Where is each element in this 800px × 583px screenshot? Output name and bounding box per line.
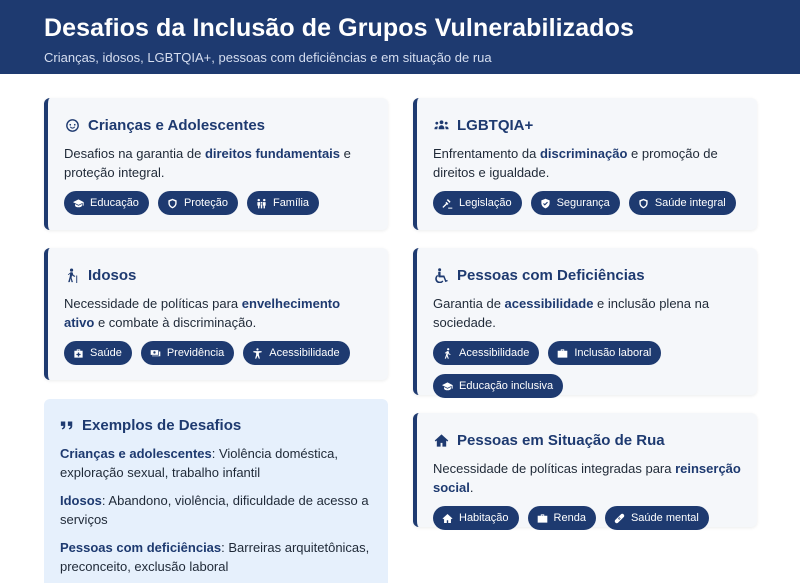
medkit-icon bbox=[73, 348, 84, 359]
wheelchair-icon bbox=[433, 267, 449, 283]
card-title-row bbox=[433, 265, 741, 285]
desc-text: Necessidade de políticas para bbox=[64, 296, 242, 311]
card-lgbt bbox=[413, 98, 757, 230]
tag-label: Educação inclusiva bbox=[459, 380, 554, 392]
example-label: Pessoas com deficiências bbox=[60, 540, 222, 555]
tag-label: Saúde integral bbox=[654, 197, 726, 209]
card-homeless bbox=[413, 413, 757, 527]
page-header bbox=[0, 0, 800, 74]
example-text: : Barreiras arquitetônicas, preconceito, exclusão laboral bbox=[60, 540, 370, 574]
tag-legislacao[interactable] bbox=[433, 191, 522, 215]
tag-saude-integral[interactable] bbox=[629, 191, 736, 215]
desc-highlight: envelhecimento ativo bbox=[64, 296, 341, 330]
tag-list bbox=[64, 341, 372, 365]
tag-habitacao[interactable] bbox=[433, 506, 519, 530]
card-disabilities bbox=[413, 248, 757, 395]
graduation-cap-icon bbox=[73, 198, 84, 209]
card-elderly bbox=[44, 248, 388, 380]
example-item bbox=[60, 444, 372, 482]
tag-label: Acessibilidade bbox=[459, 347, 530, 359]
example-text: : Abandono, violência, dificuldade de acesso a serviços bbox=[60, 493, 369, 527]
desc-text: e promoção de direitos e igualdade. bbox=[433, 146, 718, 180]
card-title-row bbox=[64, 115, 372, 135]
tag-label: Educação bbox=[90, 197, 139, 209]
money-icon bbox=[150, 348, 161, 359]
tag-list bbox=[64, 191, 372, 215]
tag-label: Saúde mental bbox=[630, 512, 699, 524]
desc-highlight: discriminação bbox=[539, 146, 628, 161]
desc-highlight: direitos fundamentais bbox=[204, 146, 341, 161]
tag-list bbox=[433, 506, 741, 530]
card-title-row bbox=[433, 115, 741, 135]
people-group-icon bbox=[433, 117, 449, 133]
tag-label: Previdência bbox=[166, 347, 225, 359]
tag-label: Proteção bbox=[183, 197, 228, 209]
page-subtitle: Crianças, idosos, LGBTQIA+, pessoas com deficiências e em situação de rua bbox=[44, 50, 492, 65]
accessibility-icon bbox=[252, 348, 263, 359]
desc-text: Desafios na garantia de bbox=[64, 146, 205, 161]
walking-person-icon bbox=[442, 348, 453, 359]
tag-label: Habitação bbox=[459, 512, 509, 524]
example-item bbox=[60, 538, 372, 576]
tag-label: Família bbox=[272, 197, 310, 209]
tag-familia[interactable] bbox=[247, 191, 319, 215]
family-icon bbox=[256, 198, 267, 209]
desc-text: . bbox=[469, 480, 474, 495]
tag-renda[interactable] bbox=[528, 506, 596, 530]
tag-protecao[interactable] bbox=[158, 191, 238, 215]
desc-text: e proteção integral. bbox=[64, 146, 351, 180]
card-title: Crianças e Adolescentes bbox=[88, 116, 266, 134]
tag-label: Acessibilidade bbox=[269, 347, 340, 359]
card-title: LGBTQIA+ bbox=[457, 116, 534, 134]
tag-label: Inclusão laboral bbox=[574, 347, 652, 359]
desc-text: Necessidade de políticas integradas para bbox=[433, 461, 676, 476]
card-title-row bbox=[433, 430, 741, 450]
tag-previdencia[interactable] bbox=[141, 341, 234, 365]
card-children bbox=[44, 98, 388, 230]
shield-icon bbox=[167, 198, 178, 209]
tag-label: Saúde bbox=[90, 347, 122, 359]
examples-title-row bbox=[60, 415, 372, 435]
child-face-icon bbox=[64, 117, 80, 133]
bandage-icon bbox=[614, 513, 625, 524]
example-item bbox=[60, 491, 372, 529]
tag-list bbox=[433, 191, 741, 215]
graduation-cap-icon bbox=[442, 381, 453, 392]
example-label: Idosos bbox=[60, 493, 102, 508]
shield-check-icon bbox=[540, 198, 551, 209]
tag-saude-mental[interactable] bbox=[605, 506, 709, 530]
card-title: Idosos bbox=[88, 266, 137, 284]
gavel-icon bbox=[442, 198, 453, 209]
example-label: Crianças e adolescentes bbox=[60, 446, 212, 461]
examples-title: Exemplos de Desafios bbox=[82, 416, 242, 434]
elderly-person-icon bbox=[64, 267, 80, 283]
card-title: Pessoas em Situação de Rua bbox=[457, 431, 665, 449]
tag-inclusao-laboral[interactable] bbox=[548, 341, 661, 365]
desc-highlight: reinserção social bbox=[433, 461, 741, 495]
card-description bbox=[433, 459, 741, 497]
desc-text: e inclusão plena na sociedade. bbox=[433, 296, 710, 330]
tag-label: Segurança bbox=[556, 197, 610, 209]
quote-icon bbox=[60, 418, 74, 432]
card-description bbox=[64, 294, 372, 332]
card-description bbox=[433, 144, 741, 182]
desc-highlight: acessibilidade bbox=[504, 296, 594, 311]
tag-educacao[interactable] bbox=[64, 191, 149, 215]
desc-text: e combate à discriminação. bbox=[94, 315, 257, 330]
briefcase-icon bbox=[537, 513, 548, 524]
tag-list bbox=[433, 341, 741, 398]
example-text: : Violência doméstica, exploração sexual, trabalho infantil bbox=[60, 446, 338, 480]
desc-text: Enfrentamento da bbox=[433, 146, 540, 161]
card-description bbox=[433, 294, 741, 332]
tag-acessibilidade[interactable] bbox=[433, 341, 539, 365]
tag-educacao-inclusiva[interactable] bbox=[433, 374, 563, 398]
briefcase-icon bbox=[557, 348, 568, 359]
shield-icon bbox=[638, 198, 649, 209]
tag-seguranca[interactable] bbox=[531, 191, 620, 215]
desc-text: Garantia de bbox=[433, 296, 505, 311]
tag-label: Renda bbox=[553, 512, 586, 524]
tag-saude[interactable] bbox=[64, 341, 132, 365]
card-description bbox=[64, 144, 372, 182]
house-icon bbox=[442, 513, 453, 524]
page-title: Desafios da Inclusão de Grupos Vulnerabilizados bbox=[44, 14, 635, 42]
examples-box bbox=[44, 399, 388, 583]
card-title: Pessoas com Deficiências bbox=[457, 266, 645, 284]
card-title-row bbox=[64, 265, 372, 285]
house-icon bbox=[433, 432, 449, 448]
tag-label: Legislação bbox=[459, 197, 512, 209]
tag-acessibilidade[interactable] bbox=[243, 341, 349, 365]
